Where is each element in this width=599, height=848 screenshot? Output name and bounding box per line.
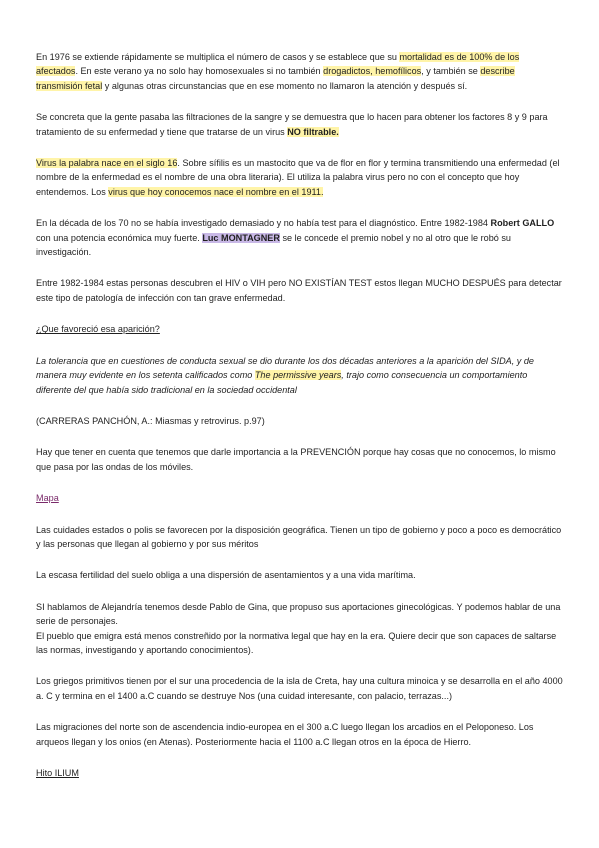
highlight: The permissive years [254,370,342,381]
paragraph-9a: SI hablamos de Alejandría tenemos desde Pablo de Gina, que propuso sus aportaciones ginecológicas. Y podemos hablar de una serie de personajes. [36,601,561,627]
heading-aparicion: ¿Que favoreció esa aparición? [36,324,160,335]
highlight: Virus la palabra nace en el siglo 16 [36,158,178,169]
paragraph-6: Hay que tener en cuenta que tenemos que darle importancia a la PREVENCIÓN porque hay cosas que no conocemos, lo mismo que pasa por las ondas de los móviles. [36,447,556,472]
text: . En este verano ya no solo hay homosexuales si no también [75,66,324,77]
highlight: drogadictos, hemofílicos [323,66,422,77]
highlight: virus que hoy conocemos nace el nombre en el 1911. [108,186,324,197]
highlight: mortalidad es de 100% de los afectados [36,52,520,77]
text: se le concede el premio nobel y no al otro que le robó su investigación. [36,232,511,258]
paragraph-3 [36,156,563,199]
text: Se concreta que la gente pasaba las filtraciones de la sangre y se demuestra que lo hacen para obtener los factores 8 y 9 para tratamiento de su enfermedad y tiene que tratarse de un virus [36,112,548,137]
paragraph-1 [36,50,563,93]
paragraph-11: Las migraciones del norte son de ascendencia indio-europea en el 300 a.C luego llegan los arcadios en el Peloponeso. Los arqueos llegan y los onios (en Atenas). Posteriormente hacia el 1100 a.C llegan otros en la época de Hierro. [36,722,534,747]
bold-text: Robert GALLO [490,218,555,229]
text: , trajo como consecuencia un comportamiento diferente del que había sido tradicional en la sociedad occidental [36,370,528,395]
text: En 1976 se extiende rápidamente se multiplica el número de casos y se establece que su [36,52,400,62]
paragraph-10: Los griegos primitivos tienen por el sur una procedencia de la isla de Creta, hay una cultura minoica y se desarrolla en el año 4000 a. C y termina en el 1400 a.C cuando se destruye Nos (una cuidad interesante, con palacio, terrazas...) [36,676,563,701]
highlight-purple: Luc MONTAGNER [202,232,280,243]
citation: (CARRERAS PANCHÓN, A.: Miasmas y retrovirus. p.97) [36,415,265,426]
text: y algunas otras circunstancias que en ese momento no llamaron la atención y después sí. [102,80,468,91]
text: La tolerancia que en cuestiones de conducta sexual se dio durante los dos décadas anteriores a la aparición del SIDA, y de manera muy evidente en los setenta calificados como [36,355,534,381]
paragraph-7: Las cuidades estados o polis se favorecen por la disposición geográfica. Tienen un tipo de gobierno y poco a poco es democrático y las personas que llegan al gobierno y por sus méritos [36,524,562,549]
text: , y también se [421,66,481,77]
text: En la década de los 70 no se había investigado demasiado y no había test para el diagnóstico. Entre 1982-1984 [36,218,491,229]
paragraph-5: Entre 1982-1984 estas personas descubren el HIV o VIH pero NO EXISTÍAN TEST estos llegan MUCHO DESPUÉS para detectar este tipo de patología de infección con tan grave enfermedad. [36,278,562,303]
text: con una potencia económica muy fuerte. [36,232,203,243]
quote [36,354,563,397]
paragraph-2 [36,110,563,139]
highlight: describe transmisión fetal [36,66,515,91]
paragraph-8: La escasa fertilidad del suelo obliga a una dispersión de asentamientos y a una vida marítima. [36,570,416,581]
heading-hito-ilium: Hito ILIUM [36,768,79,778]
paragraph-9b: El pueblo que emigra está menos constreñido por la normativa legal que hay en la era. Quiere decir que son capaces de saltarse las normas, investigando y aportando conocimientos). [36,630,557,655]
text: . Sobre sífilis es un mastocito que va de flor en flor y termina transmitiendo una enfermedad (el nombre de la enfermedad es el nombre de una obra literaria). El utiliza la palabra virus pero no con el concepto que hoy entendemos. Los [36,158,560,197]
heading-mapa[interactable]: Mapa [36,493,59,504]
paragraph-4 [36,216,563,259]
highlight-bold: NO filtrable. [287,126,339,137]
